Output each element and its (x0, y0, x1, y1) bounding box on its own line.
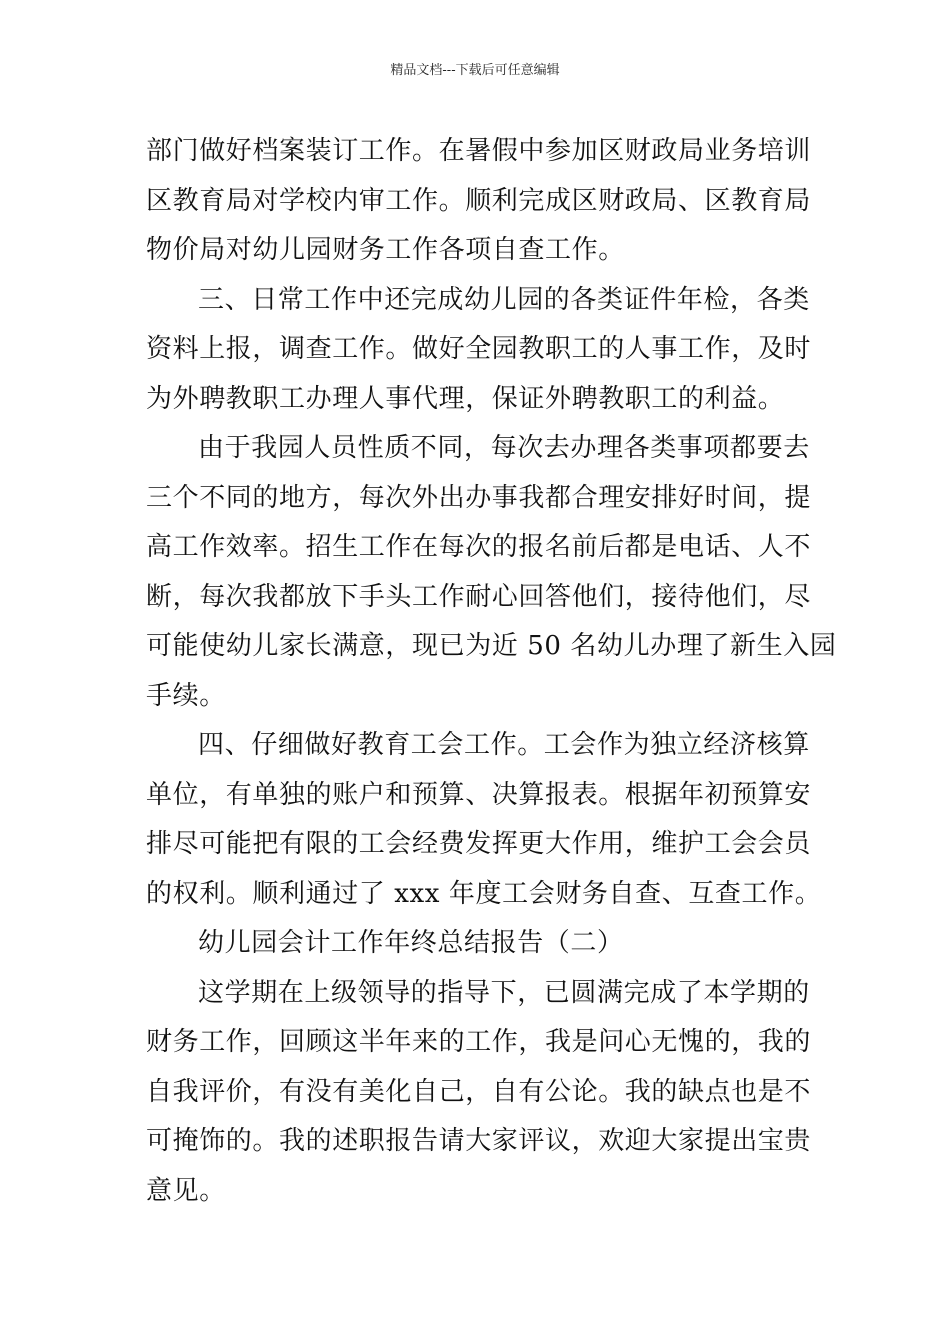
text-line: 断，每次我都放下手头工作耐心回答他们，接待他们，尽 (146, 581, 812, 612)
paragraph-start-line: 三、日常工作中还完成幼儿园的各类证件年检，各类 (198, 284, 810, 315)
text-line: 意见。 (146, 1175, 226, 1206)
text-line: 手续。 (146, 680, 226, 711)
paragraph-start-line: 四、仔细做好教育工会工作。工会作为独立经济核算 (198, 730, 810, 760)
text-line: 三个不同的地方，每次外出办事我都合理安排好时间，提 (146, 482, 812, 513)
page-header: 精品文档---下载后可任意编辑 (390, 63, 560, 78)
text-line: 的权利。顺利通过了 xxx 年度工会财务自查、互查工作。 (146, 878, 822, 909)
section-title: 幼儿园会计工作年终总结报告（二） (198, 928, 624, 958)
text-line: 部门做好档案装订工作。在暑假中参加区财政局业务培训 (146, 136, 812, 166)
text-line: 高工作效率。招生工作在每次的报名前后都是电话、人不 (146, 532, 812, 562)
text-line: 资料上报，调查工作。做好全园教职工的人事工作，及时 (146, 334, 812, 364)
paragraph-start-line: 由于我园人员性质不同，每次去办理各类事项都要去 (198, 433, 810, 463)
text-line: 可能使幼儿家长满意，现已为近 50 名幼儿办理了新生入园 (146, 631, 837, 661)
text-line: 可掩饰的。我的述职报告请大家评议，欢迎大家提出宝贵 (146, 1126, 812, 1156)
paragraph-start-line: 这学期在上级领导的指导下，已圆满完成了本学期的 (198, 977, 810, 1008)
document-body (146, 127, 837, 1216)
text-line: 财务工作，回顾这半年来的工作，我是问心无愧的，我的 (146, 1027, 812, 1057)
text-line: 自我评价，有没有美化自己，自有公论。我的缺点也是不 (146, 1076, 812, 1107)
text-line: 为外聘教职工办理人事代理，保证外聘教职工的利益。 (146, 383, 785, 414)
text-line: 区教育局对学校内审工作。顺利完成区财政局、区教育局 (146, 185, 812, 216)
text-line: 单位，有单独的账户和预算、决算报表。根据年初预算安 (146, 779, 812, 810)
text-line: 物价局对幼儿园财务工作各项自查工作。 (146, 235, 625, 265)
text-line: 排尽可能把有限的工会经费发挥更大作用，维护工会会员 (146, 829, 812, 859)
